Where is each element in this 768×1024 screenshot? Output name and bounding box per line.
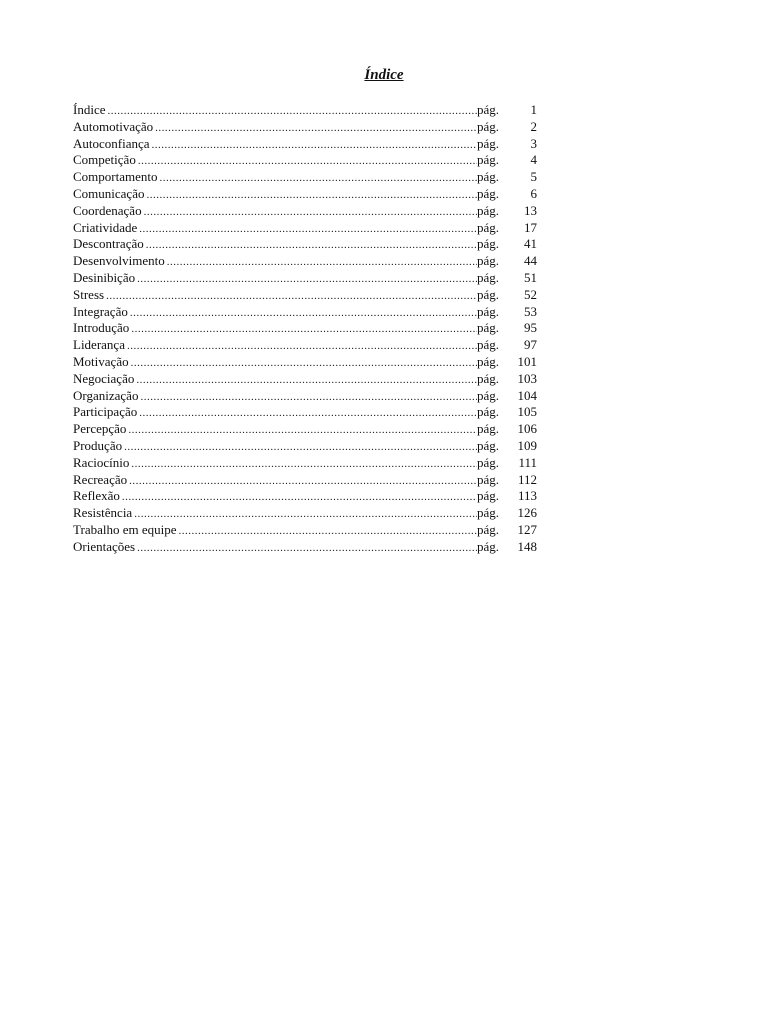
- toc-page-number: 17: [524, 219, 537, 235]
- toc-page-number: 97: [524, 337, 537, 353]
- dot-leader: [127, 338, 477, 354]
- dot-leader: [122, 489, 477, 505]
- toc-entry-title: Percepção: [73, 421, 127, 437]
- toc-entry-title: Comunicação: [73, 185, 145, 201]
- dot-leader: [129, 473, 477, 489]
- toc-page-number: 53: [524, 303, 537, 319]
- toc-page-number: 105: [517, 404, 537, 420]
- toc-page-number: 6: [530, 185, 537, 201]
- toc-entry: [73, 203, 537, 220]
- toc-page-number: 52: [524, 286, 537, 302]
- toc-entry: [73, 270, 537, 287]
- toc-pag-label: pág.: [477, 454, 500, 470]
- toc-pag-label: pág.: [477, 370, 500, 386]
- toc-entry: [73, 371, 537, 388]
- toc-entry-title: Automotivação: [73, 118, 154, 134]
- toc-page-number: 101: [517, 353, 537, 369]
- toc-entry: [73, 253, 537, 270]
- dot-leader: [124, 439, 477, 455]
- toc-entry: [73, 455, 537, 472]
- toc-page-number: 3: [530, 135, 537, 151]
- dot-leader: [137, 271, 477, 287]
- dot-leader: [131, 321, 477, 337]
- toc-entry-title: Integração: [73, 303, 128, 319]
- toc-pag-label: pág.: [477, 236, 500, 252]
- toc-entry-title: Orientações: [73, 538, 136, 554]
- toc-pag-label: pág.: [477, 185, 500, 201]
- toc-pag-label: pág.: [477, 471, 500, 487]
- toc-page-number: 127: [517, 521, 537, 537]
- toc-page-number: 5: [530, 169, 537, 185]
- toc-page-number: 113: [517, 488, 537, 504]
- dot-leader: [138, 153, 477, 169]
- toc-entry-title: Coordenação: [73, 202, 142, 218]
- toc-entry-title: Competição: [73, 152, 136, 168]
- toc-pag-label: pág.: [477, 202, 500, 218]
- dot-leader: [179, 523, 478, 539]
- toc-entry-title: Criatividade: [73, 219, 138, 235]
- toc-page-number: 2: [530, 118, 537, 134]
- toc-pag-label: pág.: [477, 437, 500, 453]
- toc-entry-title: Motivação: [73, 353, 129, 369]
- toc-entry-title: Recreação: [73, 471, 128, 487]
- toc-entry-title: Descontração: [73, 236, 144, 252]
- toc-pag-label: pág.: [477, 404, 500, 420]
- toc-entry: [73, 488, 537, 505]
- dot-leader: [139, 405, 477, 421]
- toc-pag-label: pág.: [477, 269, 500, 285]
- toc-pag-label: pág.: [477, 538, 500, 554]
- toc-entry-title: Raciocínio: [73, 454, 130, 470]
- toc-entry: [73, 186, 537, 203]
- toc-pag-label: pág.: [477, 421, 500, 437]
- dot-leader: [155, 120, 477, 136]
- toc-page-number: 95: [524, 320, 537, 336]
- toc-pag-label: pág.: [477, 135, 500, 151]
- toc-page-number: 103: [517, 370, 537, 386]
- toc-pag-label: pág.: [477, 152, 500, 168]
- toc-entry-title: Organização: [73, 387, 139, 403]
- toc-entry-title: Introdução: [73, 320, 130, 336]
- toc-pag-label: pág.: [477, 286, 500, 302]
- toc-entry-title: Autoconfiança: [73, 135, 150, 151]
- toc-entry: [73, 152, 537, 169]
- toc-page-number: 44: [524, 253, 537, 269]
- dot-leader: [107, 103, 477, 119]
- toc-entry-title: Reflexão: [73, 488, 120, 504]
- toc-entry: [73, 136, 537, 153]
- toc-page-number: 41: [524, 236, 537, 252]
- toc-entry: [73, 539, 537, 556]
- toc-pag-label: pág.: [477, 219, 500, 235]
- toc-entry: [73, 220, 537, 237]
- toc-entry: [73, 388, 537, 405]
- dot-leader: [128, 422, 477, 438]
- toc-page-number: 104: [517, 387, 537, 403]
- dot-leader: [146, 187, 477, 203]
- toc-pag-label: pág.: [477, 118, 500, 134]
- toc-entry: [73, 304, 537, 321]
- toc-entry: [73, 438, 537, 455]
- toc-entry-title: Desenvolvimento: [73, 253, 165, 269]
- toc-entry: [73, 119, 537, 136]
- toc-entry: [73, 505, 537, 522]
- toc-entry-title: Produção: [73, 437, 123, 453]
- page-title: Índice: [364, 67, 404, 83]
- dot-leader: [137, 540, 477, 556]
- toc-pag-label: pág.: [477, 169, 500, 185]
- dot-leader: [140, 389, 477, 405]
- toc-entry-title: Trabalho em equipe: [73, 521, 177, 537]
- toc-pag-label: pág.: [477, 320, 500, 336]
- toc-page-number: 148: [517, 538, 537, 554]
- toc-entry: [73, 337, 537, 354]
- toc-entry: [73, 404, 537, 421]
- toc-entry-title: Participação: [73, 404, 138, 420]
- toc-pag-label: pág.: [477, 337, 500, 353]
- toc-page-number: 1: [530, 102, 537, 117]
- toc-page-number: 109: [517, 437, 537, 453]
- dot-leader: [134, 506, 477, 522]
- toc-entry-title: Resistência: [73, 505, 133, 521]
- dot-leader: [131, 456, 477, 472]
- toc-entry: [73, 287, 537, 304]
- toc-pag-label: pág.: [477, 521, 500, 537]
- toc-page-number: 4: [530, 152, 537, 168]
- toc-entry-title: Liderança: [73, 337, 125, 353]
- dot-leader: [146, 237, 477, 253]
- toc-entry: [73, 320, 537, 337]
- dot-leader: [130, 305, 477, 321]
- toc-pag-label: pág.: [477, 488, 500, 504]
- toc-entry: [73, 472, 537, 489]
- toc-entry: [73, 354, 537, 371]
- toc-page-number: 13: [524, 202, 537, 218]
- toc-pag-label: pág.: [477, 505, 500, 521]
- toc-entry-title: Negociação: [73, 370, 135, 386]
- dot-leader: [160, 170, 478, 186]
- table-of-contents: [73, 102, 537, 556]
- toc-entry-title: Stress: [73, 286, 105, 302]
- toc-entry-title: Comportamento: [73, 169, 158, 185]
- toc-page-number: 111: [518, 454, 537, 470]
- toc-pag-label: pág.: [477, 303, 500, 319]
- dot-leader: [139, 221, 477, 237]
- dot-leader: [144, 204, 477, 220]
- toc-page-number: 106: [517, 421, 537, 437]
- toc-page-number: 51: [524, 269, 537, 285]
- toc-entry: [73, 102, 537, 119]
- toc-entry-title: Índice: [73, 102, 106, 117]
- toc-pag-label: pág.: [477, 387, 500, 403]
- toc-entry: [73, 169, 537, 186]
- toc-page-number: 112: [517, 471, 537, 487]
- dot-leader: [136, 372, 477, 388]
- dot-leader: [131, 355, 477, 371]
- toc-pag-label: pág.: [477, 353, 500, 369]
- toc-page-number: 126: [517, 505, 537, 521]
- dot-leader: [152, 137, 477, 153]
- dot-leader: [167, 254, 477, 270]
- toc-entry: [73, 236, 537, 253]
- toc-entry-title: Desinibição: [73, 269, 136, 285]
- toc-entry: [73, 421, 537, 438]
- toc-pag-label: pág.: [477, 253, 500, 269]
- toc-entry: [73, 522, 537, 539]
- toc-pag-label: pág.: [477, 102, 500, 117]
- dot-leader: [106, 288, 477, 304]
